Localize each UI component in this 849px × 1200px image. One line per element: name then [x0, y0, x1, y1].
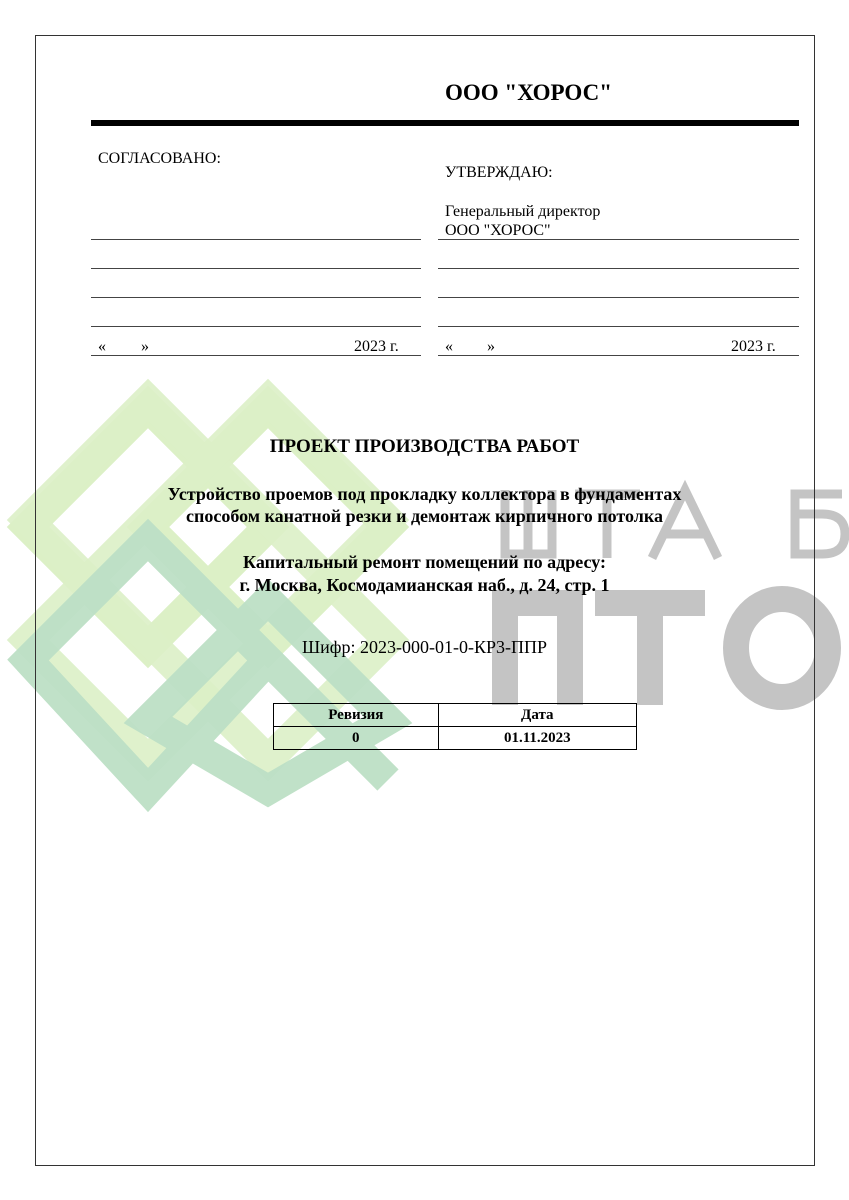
- subtitle-line-1: Устройство проемов под прокладку коллектора в фундаментах: [167, 484, 682, 504]
- date-quote-close: »: [141, 338, 149, 355]
- approver-position: Генеральный директор: [445, 203, 601, 220]
- date-quote-close: »: [487, 338, 495, 355]
- revision-table: [273, 703, 637, 750]
- signature-line: [438, 268, 799, 269]
- document-code: Шифр: 2023-000-01-0-КР3-ППР: [302, 637, 547, 657]
- header-revision: Ревизия: [274, 704, 439, 727]
- signature-line: [91, 297, 421, 298]
- document-title: ПРОЕКТ ПРОИЗВОДСТВА РАБОТ: [269, 436, 580, 457]
- header-divider: [91, 120, 799, 126]
- table-header-row: [274, 704, 637, 727]
- signature-line: [438, 297, 799, 298]
- address-line-2: г. Москва, Космодамианская наб., д. 24, стр. 1: [239, 575, 610, 595]
- signature-line: [438, 239, 799, 240]
- date-quote-open: «: [445, 338, 453, 355]
- signature-line: [91, 326, 421, 327]
- date-value: 01.11.2023: [438, 727, 636, 750]
- approve-label: УТВЕРЖДАЮ:: [445, 164, 553, 181]
- agreed-label: СОГЛАСОВАНО:: [98, 150, 221, 167]
- subtitle-line-2: способом канатной резки и демонтаж кирпичного потолка: [185, 506, 663, 526]
- approver-organization: ООО "ХОРОС": [445, 222, 551, 239]
- date-year: 2023 г.: [731, 338, 776, 355]
- table-row: [274, 727, 637, 750]
- header-date: Дата: [438, 704, 636, 727]
- company-name: ООО "ХОРОС": [445, 80, 612, 105]
- page-border: [35, 35, 815, 1166]
- date-year: 2023 г.: [354, 338, 399, 355]
- signature-line: [91, 239, 421, 240]
- signature-line: [438, 326, 799, 327]
- signature-line: [91, 268, 421, 269]
- date-quote-open: «: [98, 338, 106, 355]
- revision-value: 0: [274, 727, 439, 750]
- address-line-1: Капитальный ремонт помещений по адресу:: [243, 552, 606, 572]
